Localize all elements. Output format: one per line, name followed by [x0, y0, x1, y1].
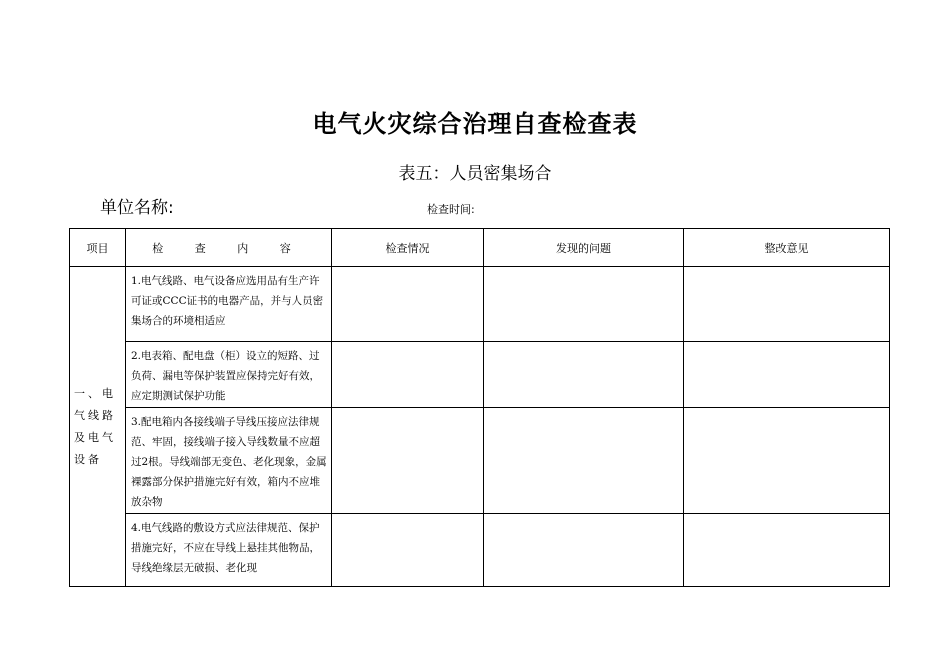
problems-cell[interactable]	[484, 514, 684, 587]
rectification-cell[interactable]	[684, 267, 890, 342]
header-rectification: 整改意见	[684, 229, 890, 267]
inspection-item: 2.电表箱、配电盘（柜）设立的短路、过负荷、漏电等保护装置应保持完好有效，应定期测试保护功能	[126, 342, 332, 408]
unit-name-label: 单位名称:	[100, 198, 174, 218]
document-title: 电气火灾综合治理自查检查表	[312, 109, 638, 138]
status-cell[interactable]	[332, 514, 484, 587]
project-cell: 一、电气线路及电气设备	[70, 267, 126, 587]
problems-cell[interactable]	[484, 408, 684, 514]
header-problems: 发现的问题	[484, 229, 684, 267]
problems-cell[interactable]	[484, 342, 684, 408]
rectification-cell[interactable]	[684, 408, 890, 514]
table-row	[70, 514, 890, 587]
document-subtitle: 表五：人员密集场合	[398, 164, 552, 184]
status-cell[interactable]	[332, 267, 484, 342]
header-status: 检查情况	[332, 229, 484, 267]
problems-cell[interactable]	[484, 267, 684, 342]
status-cell[interactable]	[332, 408, 484, 514]
status-cell[interactable]	[332, 342, 484, 408]
inspection-item: 4.电气线路的敷设方式应法律规范、保护措施完好，不应在导线上悬挂其他物品，导线绝缘层无破损、老化现	[126, 514, 332, 587]
rectification-cell[interactable]	[684, 514, 890, 587]
inspection-item: 3.配电箱内各接线端子导线压接应法律规范、牢固，接线端子接入导线数量不应超过2根。导线端部无变色、老化现象，金属裸露部分保护措施完好有效，箱内不应堆放杂物	[126, 408, 332, 514]
table-row	[70, 342, 890, 408]
header-content: 检 查 内 容	[126, 229, 332, 267]
table-header-row	[70, 229, 890, 267]
header-project: 项目	[70, 229, 126, 267]
inspection-time-label: 检查时间:	[427, 203, 475, 216]
inspection-item: 1.电气线路、电气设备应选用品有生产许可证或CCC证书的电器产品，并与人员密集场合的环境相适应	[126, 267, 332, 342]
table-row	[70, 408, 890, 514]
rectification-cell[interactable]	[684, 342, 890, 408]
inspection-table	[69, 228, 890, 587]
table-row	[70, 267, 890, 342]
